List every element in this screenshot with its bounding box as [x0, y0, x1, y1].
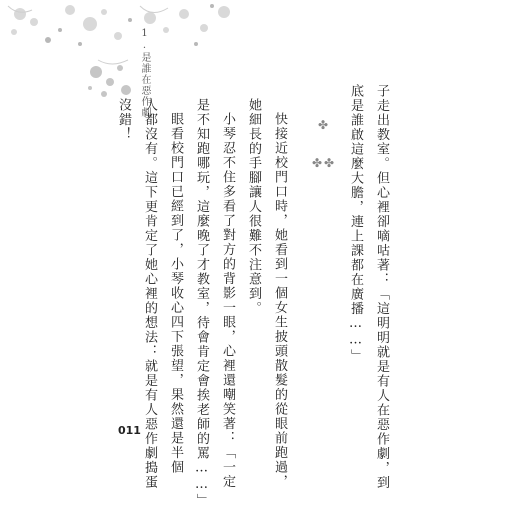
text-column-4: 她細長的手腳讓人很難不注意到。 — [246, 98, 261, 316]
text-column-9: 沒錯！ — [116, 98, 131, 142]
section-ornament: ✤ — [312, 156, 323, 170]
text-column-6: 是不知跑哪玩，這麼晚了才教室，待會肯定會挨老師的罵……」 — [194, 98, 209, 508]
text-column-3: 快接近校門口時，她看到一個女生披頭散髮的從眼前跑過， — [272, 112, 287, 489]
text-column-7: 眼看校門口已經到了，小琴收心四下張望，果然還是半個 — [168, 112, 183, 475]
text-column-2: 底是誰啟這麼大膽，連上課都在廣播……」 — [348, 84, 363, 364]
text-column-8: 人都沒有。這下更肯定了她心裡的想法：就是有人惡作劇搗蛋 — [142, 98, 157, 490]
page-number: 011 — [118, 424, 141, 437]
text-column-1: 子走出教室。但心裡卻嘀咕著：「這明明就是有人在惡作劇，到 — [374, 84, 389, 490]
floral-decoration — [0, 0, 240, 110]
text-column-5: 小琴忍不住多看了對方的背影一眼，心裡還嘲笑著：「一定 — [220, 112, 235, 489]
chapter-title: 1.是誰在惡作劇 — [139, 28, 150, 118]
section-ornament: ✤ — [324, 156, 335, 170]
section-ornament: ✤ — [318, 118, 329, 132]
